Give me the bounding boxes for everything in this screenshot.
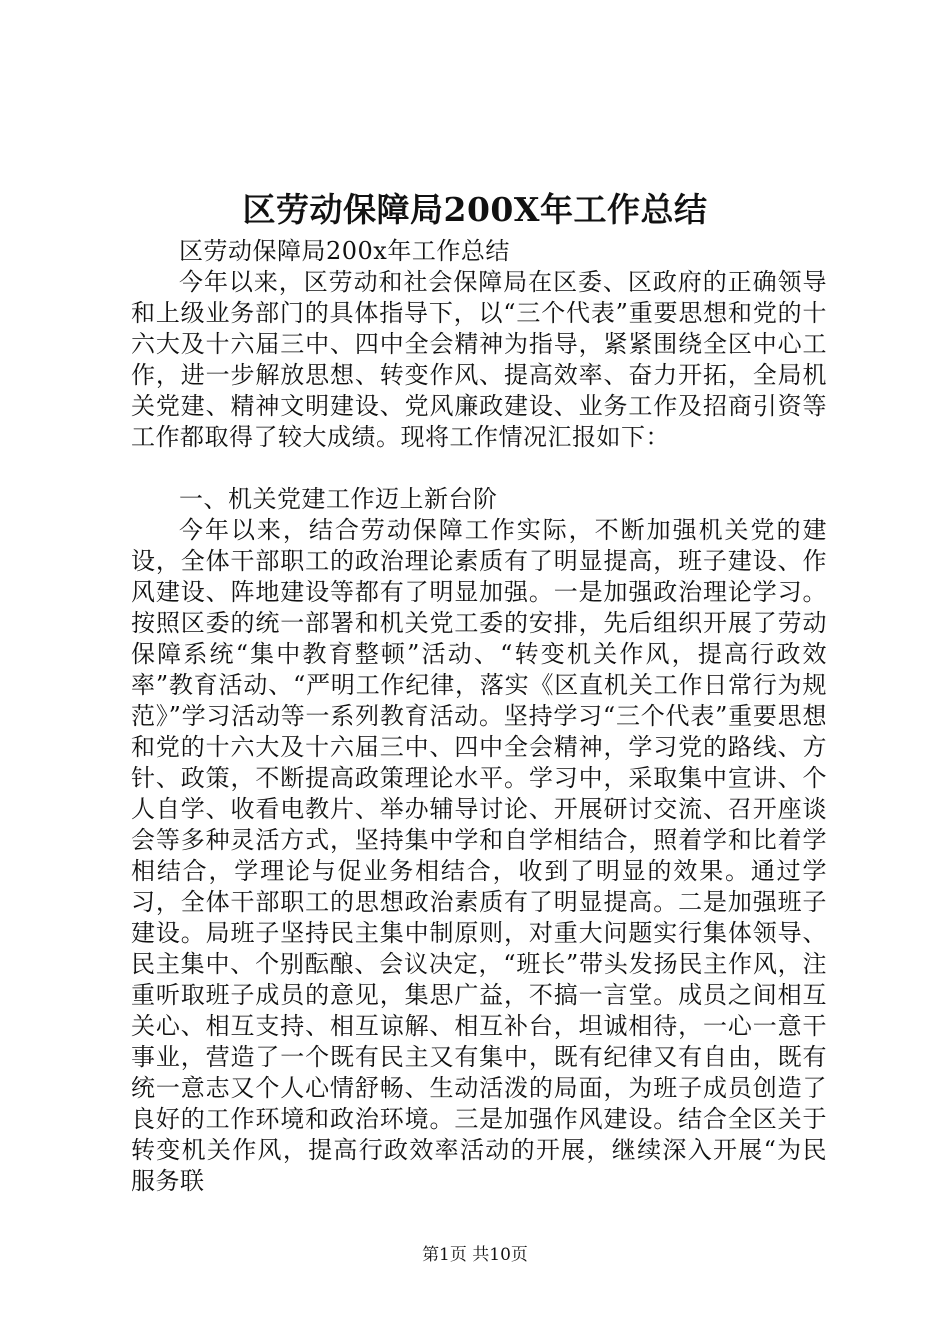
document-title: 区劳动保障局200X年工作总结 (242, 190, 708, 229)
section-paragraph: 今年以来，结合劳动保障工作实际，不断加强机关党的建设，全体干部职工的政治理论素质有了明显提高，班子建设、作风建设、阵地建设等都有了明显加强。一是加强政治理论学习。按照区委的统一部署和机关党工委的安排，先后组织开展了劳动保障系统“集中教育整顿”活动、“转变机关作风，提高行政效率”教育活动、“严明工作纪律，落实《区直机关工作日常行为规范》”学习活动等一系列教育活动。坚持学习“三个代表”重要思想和党的十六大及十六届三中、四中全会精神，学习党的路线、方针、政策，不断提高政策理论水平。学习中，采取集中宣讲、个人自学、收看电教片、举办辅导讨论、开展研讨交流、召开座谈会等多种灵活方式，坚持集中学和自学相结合，照着学和比着学相结合，学理论与促业务相结合，收到了明显的效果。通过学习，全体干部职工的思想政治素质有了明显提高。二是加强班子建设。局班子坚持民主集中制原则，对重大问题实行集体领导、民主集中、个别酝酿、会议决定，“班长”带头发扬民主作风，注重听取班子成员的意见，集思广益，不搞一言堂。成员之间相互关心、相互支持、相互谅解、相互补台，坦诚相待，一心一意干事业，营造了一个既有民主又有集中，既有纪律又有自由，既有统一意志又个人心情舒畅、生动活泼的局面，为班子成员创造了良好的工作环境和政治环境。三是加强作风建设。结合全区关于转变机关作风，提高行政效率活动的开展，继续深入开展“为民服务联 (131, 516, 827, 1195)
document-body (131, 236, 827, 1197)
page-number-footer: 第1页 共10页 (422, 1245, 528, 1265)
section-heading: 一、机关党建工作迈上新台阶 (179, 485, 498, 513)
intro-paragraph: 今年以来，区劳动和社会保障局在区委、区政府的正确领导和上级业务部门的具体指导下，以“三个代表”重要思想和党的十六大及十六届三中、四中全会精神为指导，紧紧围绕全区中心工作，进一步解放思想、转变作风、提高效率、奋力开拓，全局机关党建、精神文明建设、党风廉政建设、业务工作及招商引资等工作都取得了较大成绩。现将工作情况汇报如下： (131, 268, 827, 451)
document-subtitle: 区劳动保障局200x年工作总结 (179, 237, 510, 265)
